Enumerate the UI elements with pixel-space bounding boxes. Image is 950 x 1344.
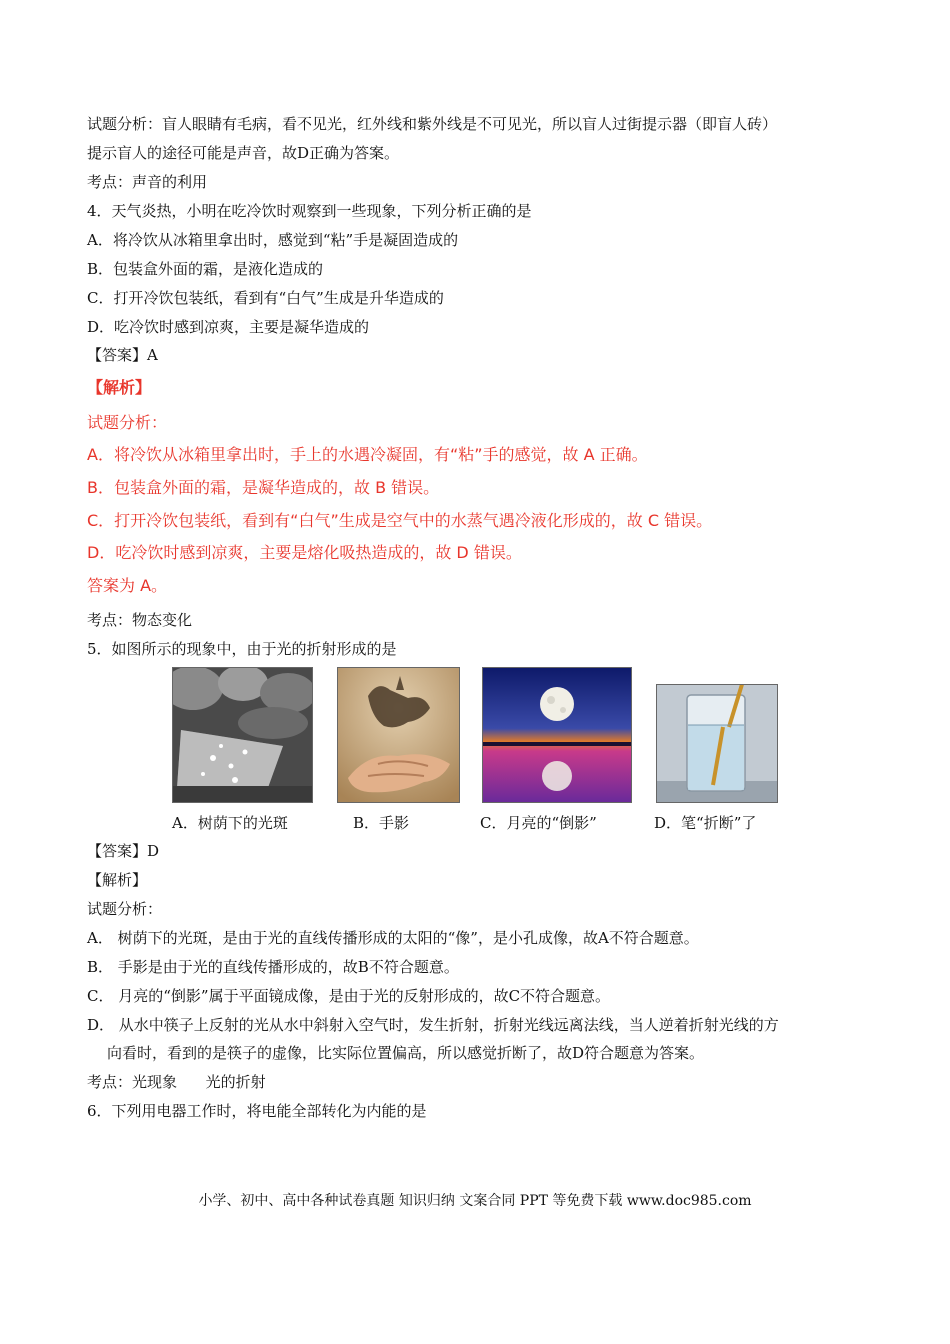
q5-caption-b: B．手影 [353,814,410,832]
q5-analysis-line-a: A． 树荫下的光斑，是由于光的直线传播形成的太阳的“像”，是小孔成像，故A不符合题意。 [87,929,699,947]
figure-pencil-in-glass [656,684,778,803]
q3-analysis-line-1: 试题分析：盲人眼睛有毛病，看不见光，红外线和紫外线是不可见光，所以盲人过街提示器（即盲人砖） [87,115,778,133]
q4-analysis-line-d: D．吃冷饮时感到凉爽，主要是熔化吸热造成的，故 D 错误。 [87,543,522,562]
moon-reflection-image [483,668,631,802]
tree-light-spots-image [173,668,312,802]
q4-kaodian: 考点：物态变化 [87,611,193,629]
figure-moon-reflection [482,667,632,803]
q4-analysis-line-a: A．将冷饮从冰箱里拿出时，手上的水遇冷凝固，有“粘”手的感觉，故 A 正确。 [87,445,648,464]
q5-analysis-line-d: D． 从水中筷子上反射的光从水中斜射入空气时，发生折射，折射光线远离法线，当人逆着折射光线的方 [87,1016,779,1034]
pencil-in-glass-image [657,685,777,802]
q4-option-d: D．吃冷饮时感到凉爽，主要是凝华造成的 [87,318,370,336]
q6-stem: 6．下列用电器工作时，将电能全部转化为内能的是 [87,1102,427,1120]
q5-analysis-line-b: B． 手影是由于光的直线传播形成的，故B不符合题意。 [87,958,459,976]
q5-stem: 5．如图所示的现象中，由于光的折射形成的是 [87,640,397,658]
q4-jiexi: 【解析】 [87,378,152,397]
figure-tree-light-spots [172,667,313,803]
hand-shadow-image [338,668,459,802]
q5-kaodian: 考点：光现象 光的折射 [87,1073,266,1091]
q5-analysis-line-d-cont: 向看时，看到的是筷子的虚像，比实际位置偏高，所以感觉折断了，故D符合题意为答案。 [107,1044,705,1062]
q5-answer: 【答案】D [87,842,160,860]
page-footer: 小学、初中、高中各种试卷真题 知识归纳 文案合同 PPT 等免费下载 www.doc985.com [198,1193,752,1209]
figure-hand-shadow [337,667,460,803]
q3-kaodian: 考点：声音的利用 [87,173,208,191]
q4-option-b: B．包装盒外面的霜，是液化造成的 [87,260,324,278]
q4-option-c: C．打开冷饮包装纸，看到有“白气”生成是升华造成的 [87,289,444,307]
q4-stem: 4．天气炎热，小明在吃冷饮时观察到一些现象，下列分析正确的是 [87,202,532,220]
q5-jiexi: 【解析】 [87,871,148,889]
q4-analysis-line-c: C．打开冷饮包装纸，看到有“白气”生成是空气中的水蒸气遇冷液化形成的，故 C 错误。 [87,511,713,530]
q5-caption-a: A．树荫下的光斑 [172,814,288,832]
q3-analysis-line-2: 提示盲人的途径可能是声音，故D正确为答案。 [87,144,400,162]
q4-answer: 【答案】A [87,346,158,364]
q4-analysis-line-b: B．包装盒外面的霜，是凝华造成的，故 B 错误。 [87,478,440,497]
q5-caption-d: D．笔“折断”了 [654,814,757,832]
q4-option-a: A．将冷饮从冰箱里拿出时，感觉到“粘”手是凝固造成的 [87,231,459,249]
q5-analysis-line-c: C． 月亮的“倒影”属于平面镜成像，是由于光的反射形成的，故C不符合题意。 [87,987,611,1005]
q4-analysis-title: 试题分析： [87,413,168,432]
q4-conclusion: 答案为 A。 [87,576,168,595]
q5-caption-c: C．月亮的“倒影” [480,814,597,832]
q5-analysis-title: 试题分析： [87,900,163,918]
